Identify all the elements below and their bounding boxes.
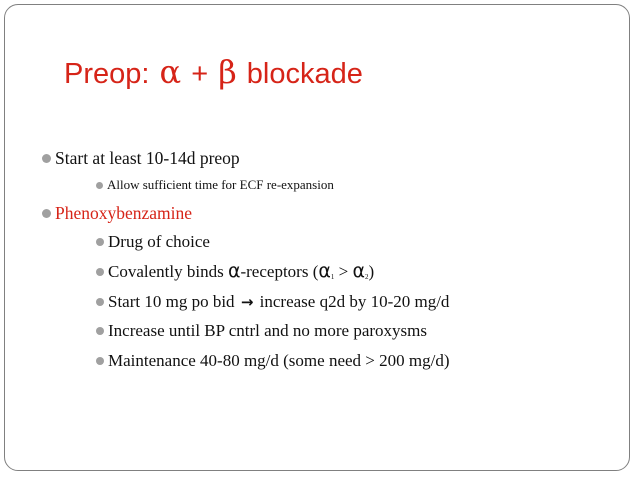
title-plus: +	[191, 58, 209, 90]
bullet-dot	[96, 298, 104, 306]
bullet-increase-until	[96, 321, 427, 341]
bullet-text: Covalently binds	[108, 262, 224, 281]
subscript: 2	[365, 273, 369, 281]
title-alpha: α	[159, 53, 182, 91]
bullet-start-10mg	[96, 292, 449, 312]
title-suffix: blockade	[246, 58, 363, 90]
bullet-text: Start at least 10-14d preop	[55, 148, 240, 168]
bullet-dot	[96, 327, 104, 335]
alpha-symbol: α	[318, 260, 331, 282]
bullet-covalently-binds	[96, 260, 374, 282]
bullet-dot	[96, 268, 104, 276]
bullet-text: Phenoxybenzamine	[55, 203, 193, 223]
bullet-text: Drug of choice	[108, 232, 210, 251]
bullet-start-preop	[42, 148, 240, 169]
bullet-dot	[42, 209, 51, 218]
title-prefix: Preop:	[64, 58, 150, 90]
slide-title	[64, 52, 363, 94]
title-beta: β	[218, 53, 237, 91]
bullet-allow-time	[96, 177, 334, 193]
subscript: 1	[330, 273, 335, 281]
bullet-text: Start 10 mg po bid	[108, 292, 235, 311]
bullet-text: -receptors (	[240, 262, 319, 281]
alpha-symbol: α	[352, 260, 366, 282]
bullet-phenoxybenzamine	[42, 203, 192, 224]
bullet-dot	[96, 182, 103, 189]
bullet-maintenance	[96, 351, 449, 371]
alpha-symbol: α	[227, 260, 241, 282]
bullet-text: Maintenance 40-80 mg/d (some need > 200 mg/d)	[108, 351, 450, 370]
bullet-dot	[42, 154, 51, 163]
bullet-drug-of-choice	[96, 232, 210, 252]
bullet-text: Allow sufficient time for ECF re-expansion	[107, 177, 334, 192]
bullet-text: )	[368, 262, 375, 281]
bullet-text: Increase until BP cntrl and no more paroxysms	[108, 321, 427, 340]
bullet-dot	[96, 238, 104, 246]
bullet-dot	[96, 357, 104, 365]
arrow-right-icon: →	[240, 293, 254, 311]
bullet-text: increase q2d by 10-20 mg/d	[259, 292, 450, 311]
bullet-text: >	[334, 262, 353, 281]
